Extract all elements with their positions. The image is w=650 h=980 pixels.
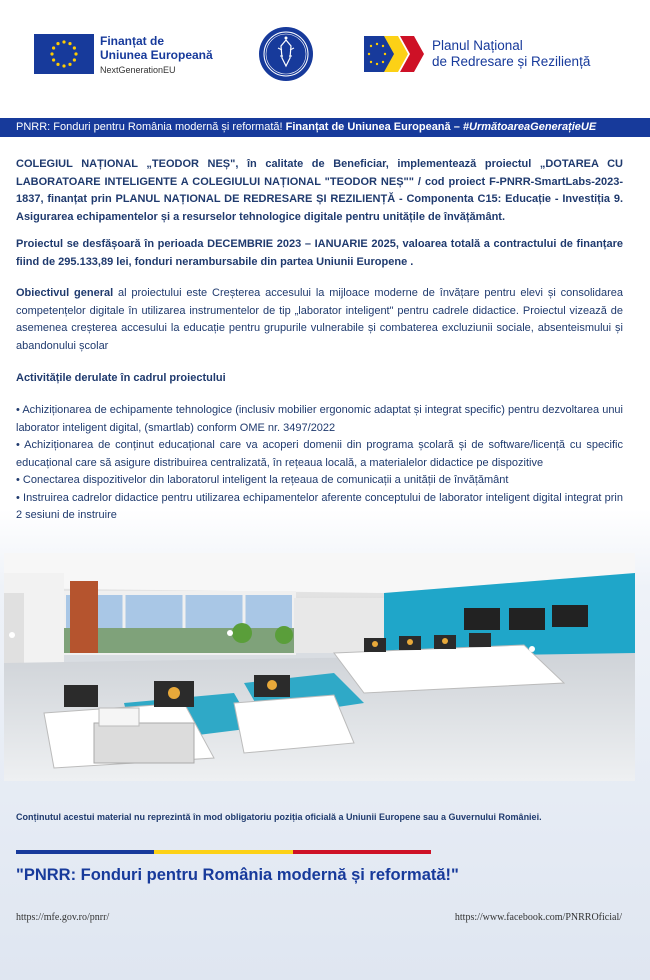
classroom-illustration xyxy=(4,553,635,781)
eu-star-icon xyxy=(73,46,76,49)
facebook-page-link[interactable]: https://www.facebook.com/PNRROficial/ xyxy=(454,912,622,923)
romanian-government-seal-icon xyxy=(258,26,314,82)
eu-flag-icon xyxy=(34,34,94,74)
project-objective xyxy=(16,285,623,355)
pnrr-slogan: "PNRR: Fonduri pentru România modernă și reformată!" xyxy=(16,866,459,884)
eu-logo-line2: Uniunea Europeană xyxy=(100,48,213,62)
activity-item: • Achiziționarea de echipamente tehnologice (inclusiv mobilier ergonomic adaptat și integrat specific) pentru dezvoltarea unui laborator inteligent digital, (smartlab) conform OME nr. 3497/2022 xyxy=(16,404,623,434)
banner-bold-text: Finanțat de Uniunea Europeană – xyxy=(285,121,463,133)
pnrr-logo-icon xyxy=(364,36,426,72)
tricolor-yellow xyxy=(154,850,292,854)
tricolor-blue xyxy=(16,850,154,854)
banner-hashtag: #UrmătoareaGenerațieUE xyxy=(462,121,597,133)
eu-star-icon xyxy=(74,52,77,55)
eu-star-icon xyxy=(56,42,59,45)
activities-heading: Activitățile derulate în cadrul proiectului xyxy=(16,372,226,384)
eu-star-icon xyxy=(62,40,65,43)
eu-star-icon xyxy=(52,58,55,61)
eu-star-icon xyxy=(73,58,76,61)
smart-lab-classroom-photo xyxy=(4,553,635,781)
eu-star-icon xyxy=(52,46,55,49)
eu-star-icon xyxy=(62,64,65,67)
pnrr-banner xyxy=(0,118,650,137)
activity-item: • Instruirea cadrelor didactice pentru utilizarea echipamentelor aferente conceptului de laborator inteligent digital integrat prin 2 sesiuni de instruire xyxy=(16,491,623,521)
project-period: Proiectul se desfășoară în perioada DECEMBRIE 2023 – IANUARIE 2025, valoarea totală a contractului de finanțare fiind de 295.133,89 lei, fonduri nerambursabile din partea Uniunii Europene . xyxy=(16,238,623,268)
eu-funding-logo-text xyxy=(100,34,230,77)
header xyxy=(0,0,650,118)
objective-label: Obiectivul general xyxy=(16,287,114,299)
mfe-website-link[interactable]: https://mfe.gov.ro/pnrr/ xyxy=(16,912,110,923)
eu-star-icon xyxy=(68,63,71,66)
eu-star-icon xyxy=(56,63,59,66)
activity-item: • Conectarea dispozitivelor din laboratorul inteligent la rețeaua de comunicații a unității de învățământ xyxy=(16,474,509,486)
pnrr-logo-line2: de Redresare și Reziliență xyxy=(432,54,591,69)
project-description xyxy=(16,156,623,525)
objective-text: al proiectului este Creșterea accesului la mijloace moderne de învățare pentru elevi și consolidarea competențelor digitale în utilizarea instrumentelor de tip „laborator inteligent" pentru cadrele didactice. Proiectul vizează de asemenea creșterea accesului la educație pentru grupurile vulnerabile și combaterea excluziunii sociale, absenteismului și abandonului școlar xyxy=(16,287,623,352)
project-intro: COLEGIUL NAȚIONAL „TEODOR NEȘ", în calitate de Beneficiar, implementează proiectul „DOTAREA CU LABORATOARE INTELIGENTE A COLEGIULUI NAȚIONAL "TEODOR NEȘ"" / cod proiect F-PNRR-SmartLabs-2023-1837, finanțat prin PLANUL NAȚIONAL DE REDRESARE ȘI REZILIENȚĂ - Componenta C15: Educație - Investiția 9. Asigurarea echipamentelor și a resurselor tehnologice digitale pentru unitățile de învățământ. xyxy=(16,158,623,223)
pnrr-logo-text xyxy=(432,38,632,70)
romanian-tricolor-bar xyxy=(16,850,431,854)
banner-text: PNRR: Fonduri pentru România modernă și reformată! xyxy=(16,121,286,133)
pnrr-logo-line1: Planul Național xyxy=(432,38,523,53)
eu-logo-line3: NextGenerationEU xyxy=(100,65,176,75)
eu-star-icon xyxy=(68,42,71,45)
eu-logo-line1: Finanțat de xyxy=(100,34,165,48)
activity-item: • Achiziționarea de conținut educațional care va acoperi domenii din programa școlară și de software/licență cu specific educațional care să asigure distribuirea centralizată, în rețeaua locală, a materialelor didactice pe dispozitive xyxy=(16,439,623,469)
eu-star-icon xyxy=(50,52,53,55)
tricolor-red xyxy=(293,850,431,854)
activities-list xyxy=(16,402,623,525)
disclaimer-text: Conținutul acestui material nu reprezintă în mod obligatoriu poziția oficială a Uniunii Europene sau a Guvernului României. xyxy=(16,812,542,822)
